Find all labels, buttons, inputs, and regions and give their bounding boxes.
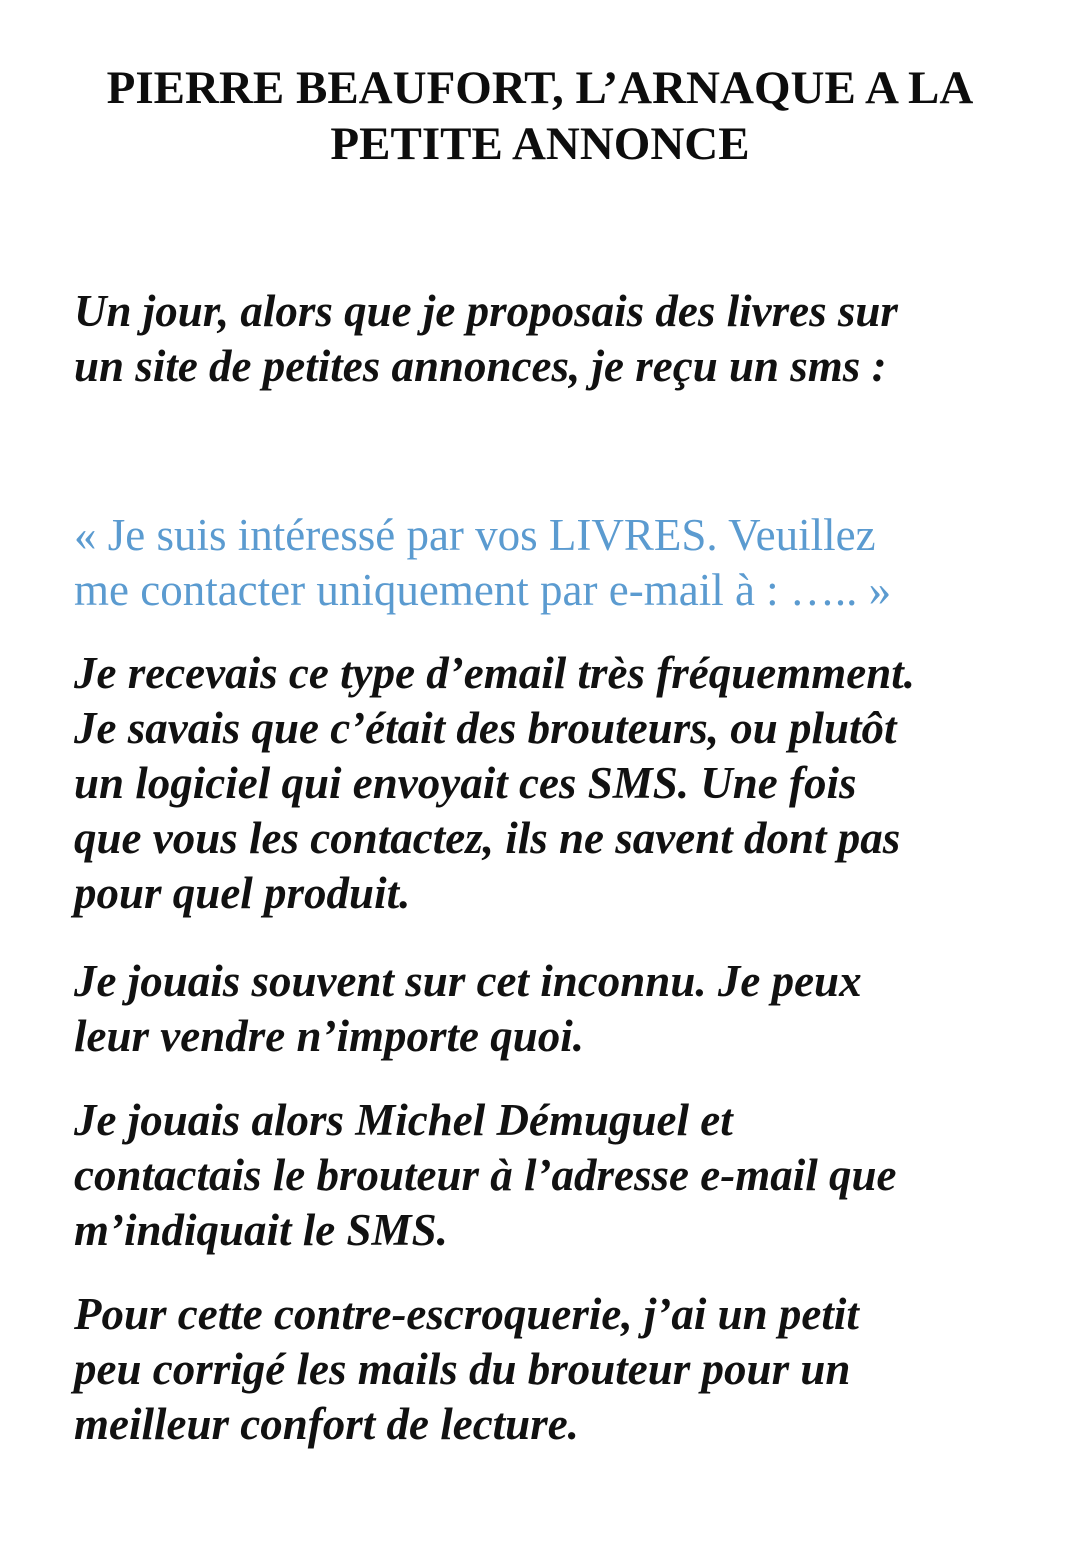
paragraph-4 (74, 1287, 1014, 1452)
paragraph-3 (74, 1093, 1014, 1258)
paragraph-2-line-1: Je jouais souvent sur cet inconnu. Je peux (74, 956, 862, 1006)
sms-quote (74, 508, 1014, 618)
paragraph-1-line-2: Je savais que c’était des brouteurs, ou plutôt (74, 703, 897, 753)
intro-paragraph (74, 284, 1014, 394)
intro-line-2: un site de petites annonces, je reçu un sms : (74, 341, 887, 391)
paragraph-3-line-2: contactais le brouteur à l’adresse e-mail que (74, 1150, 897, 1200)
paragraph-3-line-1: Je jouais alors Michel Démuguel et (74, 1095, 733, 1145)
paragraph-1-line-1: Je recevais ce type d’email très fréquemment. (74, 648, 915, 698)
paragraph-1-line-3: un logiciel qui envoyait ces SMS. Une fois (74, 758, 857, 808)
paragraph-1-line-4: que vous les contactez, ils ne savent dont pas (74, 813, 901, 863)
quote-line-1: « Je suis intéressé par vos LIVRES. Veuillez (74, 510, 876, 560)
paragraph-4-line-1: Pour cette contre-escroquerie, j’ai un petit (74, 1289, 859, 1339)
paragraph-3-line-3: m’indiquait le SMS. (74, 1205, 448, 1255)
intro-line-1: Un jour, alors que je proposais des livres sur (74, 286, 898, 336)
paragraph-2-line-2: leur vendre n’importe quoi. (74, 1011, 585, 1061)
title-line-1: PIERRE BEAUFORT, L’ARNAQUE A LA (106, 62, 974, 114)
paragraph-4-line-3: meilleur confort de lecture. (74, 1399, 579, 1449)
title-line-2: PETITE ANNONCE (330, 118, 750, 170)
paragraph-4-line-2: peu corrigé les mails du brouteur pour un (74, 1344, 851, 1394)
paragraph-1 (74, 646, 1014, 921)
quote-line-2: me contacter uniquement par e-mail à : ….. » (74, 565, 892, 615)
page-title (40, 60, 1040, 172)
paragraph-1-line-5: pour quel produit. (74, 868, 411, 918)
paragraph-2 (74, 954, 1014, 1064)
